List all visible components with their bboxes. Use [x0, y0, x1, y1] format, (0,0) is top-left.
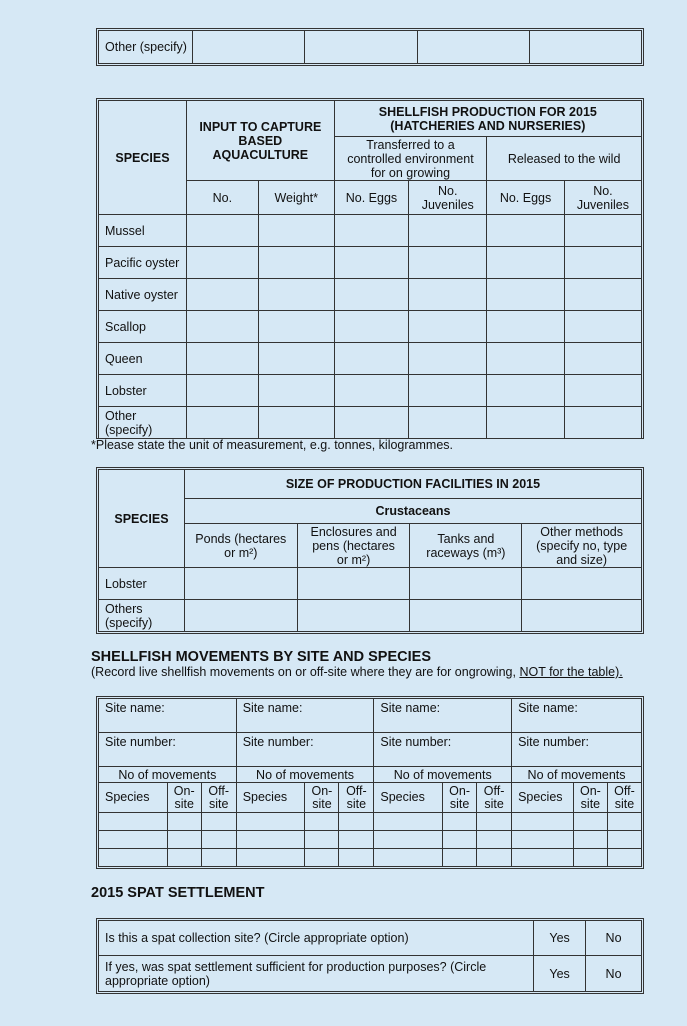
yes-option[interactable]: Yes — [534, 956, 586, 992]
input-cell[interactable] — [297, 600, 410, 632]
input-cell[interactable] — [512, 813, 574, 831]
input-cell[interactable] — [258, 215, 334, 247]
input-cell[interactable] — [487, 375, 565, 407]
input-cell[interactable] — [487, 247, 565, 279]
input-cell[interactable] — [573, 849, 607, 867]
site-name-cell[interactable] — [236, 699, 374, 733]
transferred-header: Transferred to a controlled environment for on growing — [334, 137, 487, 181]
row-label-other: Other (specify) — [99, 31, 193, 64]
col-juveniles-transferred: No. Juveniles — [409, 181, 487, 215]
input-cell[interactable] — [334, 343, 409, 375]
on-site-col-header: On-site — [167, 783, 201, 813]
table-row — [99, 215, 642, 247]
species-col-header: Species — [236, 783, 305, 813]
spat-table — [98, 920, 642, 992]
input-cell[interactable] — [99, 813, 168, 831]
row-label: Other (specify) — [99, 407, 187, 439]
input-cell[interactable] — [374, 849, 443, 867]
input-cell[interactable] — [564, 375, 641, 407]
input-cell[interactable] — [334, 311, 409, 343]
input-cell[interactable] — [236, 849, 305, 867]
movements-table — [98, 698, 642, 867]
site-number-label: Site number: — [380, 735, 452, 749]
table-row — [99, 279, 642, 311]
input-cell[interactable] — [477, 849, 512, 867]
table-row — [99, 311, 642, 343]
input-cell[interactable] — [193, 31, 305, 64]
input-cell[interactable] — [236, 831, 305, 849]
input-cell[interactable] — [201, 831, 236, 849]
input-cell[interactable] — [607, 813, 641, 831]
no-of-movements-label: No of movements — [374, 767, 512, 783]
species-col-header: Species — [512, 783, 574, 813]
row-label: Others (specify) — [99, 600, 185, 632]
site-number-label: Site number: — [242, 735, 314, 749]
table-row — [99, 407, 642, 439]
input-cell[interactable] — [487, 311, 565, 343]
input-cell[interactable] — [305, 813, 339, 831]
footnote: *Please state the unit of measurement, e.g. tonnes, kilogrammes. — [91, 438, 453, 452]
input-cell[interactable] — [522, 600, 642, 632]
input-cell[interactable] — [409, 215, 487, 247]
table-row — [99, 831, 642, 849]
input-cell[interactable] — [512, 849, 574, 867]
input-cell[interactable] — [529, 31, 641, 64]
col-eggs-released: No. Eggs — [487, 181, 565, 215]
input-cell[interactable] — [409, 375, 487, 407]
input-cell[interactable] — [99, 831, 168, 849]
species-col-header: Species — [99, 783, 168, 813]
col-enclosures: Enclosures and pens (hectares or m²) — [297, 524, 410, 568]
table-row — [99, 343, 642, 375]
input-cell[interactable] — [564, 279, 641, 311]
input-cell[interactable] — [99, 849, 168, 867]
movements-instruction — [91, 665, 623, 679]
input-cell[interactable] — [573, 831, 607, 849]
input-cell[interactable] — [607, 849, 641, 867]
input-cell[interactable] — [297, 568, 410, 600]
site-number-cell[interactable] — [374, 733, 512, 767]
input-cell[interactable] — [409, 247, 487, 279]
yes-option[interactable]: Yes — [534, 921, 586, 956]
input-cell[interactable] — [417, 31, 529, 64]
input-cell[interactable] — [443, 849, 477, 867]
crustaceans-subtitle: Crustaceans — [184, 499, 641, 524]
table-row — [99, 568, 642, 600]
input-cell[interactable] — [201, 813, 236, 831]
input-cell[interactable] — [410, 600, 522, 632]
row-label: Lobster — [99, 375, 187, 407]
input-cell[interactable] — [184, 600, 297, 632]
row-label: Native oyster — [99, 279, 187, 311]
input-cell[interactable] — [305, 849, 339, 867]
spat-heading: 2015 SPAT SETTLEMENT — [91, 885, 265, 901]
instruction-text: (Record live shellfish movements on or off-site where they are for ongrowing, — [91, 665, 520, 679]
species-header: SPECIES — [99, 470, 185, 568]
shellfish-header — [334, 101, 641, 137]
input-cell[interactable] — [477, 813, 512, 831]
input-cell[interactable] — [512, 831, 574, 849]
input-cell[interactable] — [258, 247, 334, 279]
spat-question-2: If yes, was spat settlement sufficient for production purposes? (Circle appropriate option) — [99, 956, 534, 992]
input-cell[interactable] — [334, 279, 409, 311]
col-ponds: Ponds (hectares or m²) — [184, 524, 297, 568]
input-cell[interactable] — [305, 31, 417, 64]
no-option[interactable]: No — [586, 921, 642, 956]
input-cell[interactable] — [186, 407, 258, 439]
input-cell[interactable] — [564, 343, 641, 375]
table-row — [99, 375, 642, 407]
col-no: No. — [186, 181, 258, 215]
on-site-col-header: On-site — [305, 783, 339, 813]
species-col-header: Species — [374, 783, 443, 813]
site-number-label: Site number: — [518, 735, 589, 749]
site-name-label: Site name: — [105, 701, 165, 715]
input-cell[interactable] — [186, 279, 258, 311]
input-cell[interactable] — [334, 375, 409, 407]
input-cell[interactable] — [258, 311, 334, 343]
input-cell[interactable] — [564, 407, 641, 439]
site-name-cell[interactable] — [512, 699, 642, 733]
site-name-label: Site name: — [242, 701, 303, 715]
no-option[interactable]: No — [586, 956, 642, 992]
site-name-label: Site name: — [518, 701, 578, 715]
off-site-col-header: Off-site — [477, 783, 512, 813]
input-cell[interactable] — [409, 343, 487, 375]
spat-question-1: Is this a spat collection site? (Circle appropriate option) — [99, 921, 534, 956]
input-cell[interactable] — [305, 831, 339, 849]
production-table — [98, 100, 642, 439]
shellfish-header-line2: (HATCHERIES AND NURSERIES) — [390, 118, 586, 133]
input-cell[interactable] — [167, 831, 201, 849]
on-site-col-header: On-site — [573, 783, 607, 813]
input-cell[interactable] — [443, 813, 477, 831]
input-cell[interactable] — [236, 813, 305, 831]
site-name-cell[interactable] — [374, 699, 512, 733]
off-site-col-header: Off-site — [339, 783, 374, 813]
input-header: INPUT TO CAPTURE BASED AQUACULTURE — [186, 101, 334, 181]
table-row — [99, 849, 642, 867]
col-juveniles-released: No. Juveniles — [564, 181, 641, 215]
table-row — [99, 247, 642, 279]
col-eggs-transferred: No. Eggs — [334, 181, 409, 215]
site-number-cell[interactable] — [236, 733, 374, 767]
input-cell[interactable] — [167, 849, 201, 867]
on-site-col-header: On-site — [443, 783, 477, 813]
input-cell[interactable] — [334, 407, 409, 439]
row-label: Queen — [99, 343, 187, 375]
col-weight: Weight* — [258, 181, 334, 215]
row-label: Mussel — [99, 215, 187, 247]
input-cell[interactable] — [339, 849, 374, 867]
input-cell[interactable] — [477, 831, 512, 849]
top-table — [98, 30, 642, 64]
site-number-cell[interactable] — [99, 733, 237, 767]
input-cell[interactable] — [258, 407, 334, 439]
input-cell[interactable] — [339, 813, 374, 831]
input-cell[interactable] — [410, 568, 522, 600]
input-cell[interactable] — [409, 407, 487, 439]
site-name-cell[interactable] — [99, 699, 237, 733]
input-cell[interactable] — [184, 568, 297, 600]
input-cell[interactable] — [564, 311, 641, 343]
input-cell[interactable] — [409, 279, 487, 311]
input-cell[interactable] — [487, 343, 565, 375]
input-cell[interactable] — [201, 849, 236, 867]
site-number-cell[interactable] — [512, 733, 642, 767]
input-cell[interactable] — [607, 831, 641, 849]
input-cell[interactable] — [334, 247, 409, 279]
facilities-title: SIZE OF PRODUCTION FACILITIES IN 2015 — [184, 470, 641, 499]
input-cell[interactable] — [186, 375, 258, 407]
input-cell[interactable] — [374, 831, 443, 849]
input-cell[interactable] — [573, 813, 607, 831]
input-cell[interactable] — [487, 279, 565, 311]
instruction-underlined: NOT for the table). — [519, 665, 623, 679]
table-row — [99, 813, 642, 831]
input-cell[interactable] — [564, 247, 641, 279]
row-label: Lobster — [99, 568, 185, 600]
off-site-col-header: Off-site — [201, 783, 236, 813]
site-name-label: Site name: — [380, 701, 441, 715]
input-cell[interactable] — [409, 311, 487, 343]
col-tanks: Tanks and raceways (m³) — [410, 524, 522, 568]
row-label: Pacific oyster — [99, 247, 187, 279]
released-header: Released to the wild — [487, 137, 642, 181]
input-cell[interactable] — [443, 831, 477, 849]
no-of-movements-label: No of movements — [236, 767, 374, 783]
no-of-movements-label: No of movements — [99, 767, 237, 783]
input-cell[interactable] — [186, 311, 258, 343]
off-site-col-header: Off-site — [607, 783, 641, 813]
site-number-label: Site number: — [105, 735, 176, 749]
species-header: SPECIES — [99, 101, 187, 215]
input-cell[interactable] — [186, 247, 258, 279]
input-cell[interactable] — [186, 343, 258, 375]
input-cell[interactable] — [258, 375, 334, 407]
input-cell[interactable] — [487, 407, 565, 439]
input-cell[interactable] — [334, 215, 409, 247]
facilities-table — [98, 469, 642, 632]
input-cell[interactable] — [167, 813, 201, 831]
col-other-methods: Other methods (specify no, type and size) — [522, 524, 642, 568]
input-cell[interactable] — [522, 568, 642, 600]
input-cell[interactable] — [487, 215, 565, 247]
input-cell[interactable] — [339, 831, 374, 849]
movements-heading: SHELLFISH MOVEMENTS BY SITE AND SPECIES — [91, 649, 431, 665]
row-label: Scallop — [99, 311, 187, 343]
input-cell[interactable] — [374, 813, 443, 831]
no-of-movements-label: No of movements — [512, 767, 642, 783]
input-cell[interactable] — [258, 279, 334, 311]
input-cell[interactable] — [258, 343, 334, 375]
shellfish-header-line1: SHELLFISH PRODUCTION FOR 2015 — [378, 104, 597, 119]
input-cell[interactable] — [186, 215, 258, 247]
table-row — [99, 600, 642, 632]
input-cell[interactable] — [564, 215, 641, 247]
